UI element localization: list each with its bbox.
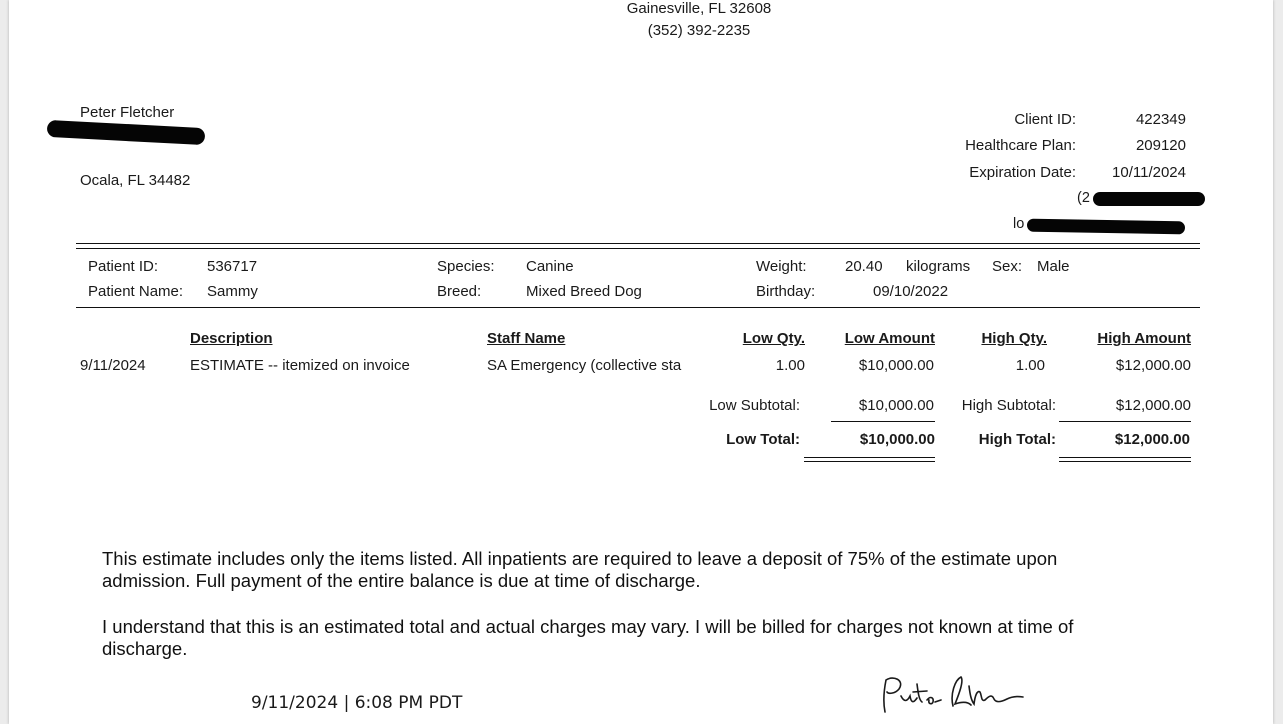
header-high-amount: High Amount (1097, 330, 1191, 347)
low-total-value: $10,000.00 (859, 431, 935, 448)
header-description: Description (190, 330, 273, 347)
expiration-date-value: 10/11/2024 (1112, 164, 1186, 181)
row-high-amount: $12,000.00 (1115, 357, 1191, 374)
header-staff-name: Staff Name (487, 330, 566, 347)
weight-value: 20.40 (845, 258, 883, 275)
client-email-partial: lo (1013, 216, 1025, 232)
client-id-value: 422349 (1135, 111, 1186, 128)
divider-line (76, 248, 1200, 249)
divider-line (76, 307, 1200, 308)
clinic-phone: (352) 392-2235 (647, 22, 751, 39)
client-name: Peter Fletcher (80, 104, 175, 121)
row-description: ESTIMATE -- itemized on invoice (190, 357, 410, 374)
weight-label: Weight: (756, 258, 807, 275)
client-phone-partial: (2 (1077, 190, 1090, 206)
high-subtotal-label: High Subtotal: (961, 397, 1056, 414)
healthcare-plan-value: 209120 (1135, 137, 1186, 154)
subtotal-underline (831, 421, 935, 422)
birthday-value: 09/10/2022 (873, 283, 949, 300)
total-double-underline (804, 457, 935, 458)
deposit-notice: This estimate includes only the items listed. All inpatients are required to leave a deposit of 75% of the estimate upon admission. Full payment of the entire balance is due at time of discharge. (102, 548, 1058, 591)
divider-line (76, 243, 1200, 244)
client-city-state-zip: Ocala, FL 34482 (80, 172, 191, 189)
patient-id-value: 536717 (207, 258, 258, 275)
handwritten-signature (877, 672, 1027, 718)
species-value: Canine (526, 258, 574, 275)
low-subtotal-value: $10,000.00 (858, 397, 934, 414)
row-high-qty: 1.00 (1015, 357, 1045, 374)
patient-name-label: Patient Name: (88, 283, 184, 300)
total-double-underline (804, 461, 935, 462)
signature-timestamp: 9/11/2024 | 6:08 PM PDT (251, 693, 463, 713)
sex-value: Male (1037, 258, 1070, 275)
expiration-date-label: Expiration Date: (969, 164, 1076, 181)
header-low-qty: Low Qty. (742, 330, 805, 347)
high-total-value: $12,000.00 (1114, 431, 1190, 448)
subtotal-underline (1059, 421, 1191, 422)
patient-id-label: Patient ID: (88, 258, 159, 275)
row-staff-name: SA Emergency (collective sta (487, 357, 682, 374)
patient-name-value: Sammy (207, 283, 258, 300)
weight-unit: kilograms (906, 258, 971, 275)
redaction-phone (1093, 192, 1205, 206)
species-label: Species: (437, 258, 495, 275)
total-double-underline (1059, 457, 1191, 458)
high-subtotal-value: $12,000.00 (1115, 397, 1191, 414)
redaction-address-line (47, 120, 206, 145)
total-double-underline (1059, 461, 1191, 462)
row-low-qty: 1.00 (775, 357, 805, 374)
row-low-amount: $10,000.00 (858, 357, 934, 374)
redaction-email (1027, 219, 1185, 235)
header-low-amount: Low Amount (844, 330, 935, 347)
sex-label: Sex: (992, 258, 1023, 275)
low-total-label: Low Total: (726, 431, 800, 448)
birthday-label: Birthday: (756, 283, 816, 300)
charges-acknowledgement: I understand that this is an estimated total and actual charges may vary. I will be billed for charges not known at time of discharge. (102, 616, 1074, 659)
breed-value: Mixed Breed Dog (526, 283, 642, 300)
high-total-label: High Total: (978, 431, 1056, 448)
estimate-document (9, 0, 1273, 724)
low-subtotal-label: Low Subtotal: (709, 397, 800, 414)
row-date: 9/11/2024 (80, 357, 146, 374)
clinic-city-state-zip: Gainesville, FL 32608 (626, 0, 772, 17)
client-id-label: Client ID: (1014, 111, 1076, 128)
healthcare-plan-label: Healthcare Plan: (965, 137, 1076, 154)
breed-label: Breed: (437, 283, 482, 300)
header-high-qty: High Qty. (981, 330, 1047, 347)
